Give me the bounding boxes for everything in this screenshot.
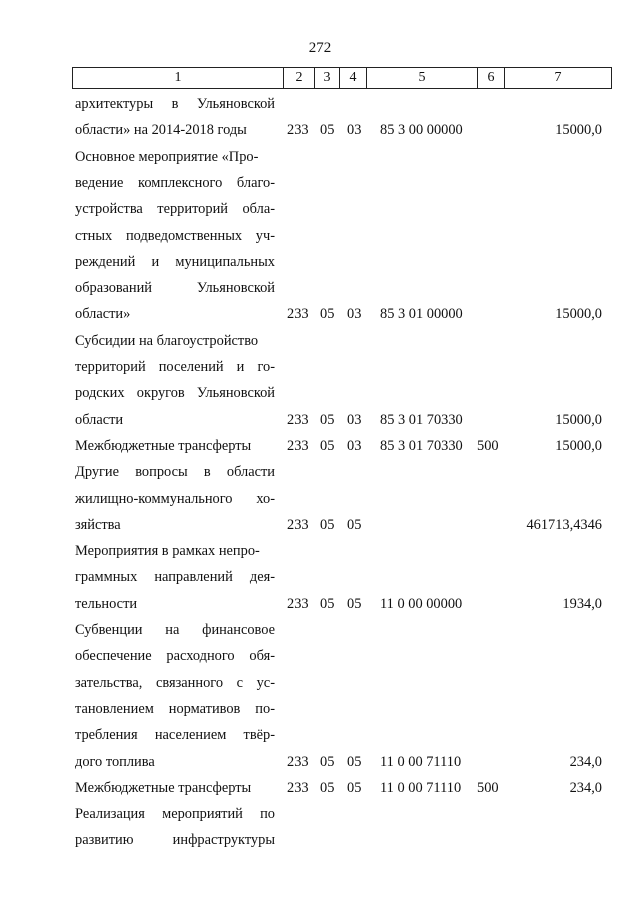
- row-label-line: устройства территорий обла-: [75, 201, 275, 218]
- amount: 15000,0: [555, 122, 602, 139]
- subchapter-code: 03: [347, 437, 362, 454]
- row-label-line: Субвенции на финансовое: [75, 622, 275, 638]
- row-label-line: Мероприятия в рамках непро-: [75, 543, 260, 560]
- column-header-5: 5: [367, 68, 478, 89]
- chapter-code: 05: [320, 437, 335, 454]
- section-code: 233: [287, 122, 309, 139]
- row-label-line: Межбюджетные трансферты: [75, 779, 252, 796]
- amount: 234,0: [569, 753, 602, 770]
- amount: 1934,0: [562, 595, 602, 612]
- target-article-code: 85 3 01 70330: [380, 437, 463, 454]
- row-label-line: области»: [75, 306, 131, 323]
- subchapter-code: 05: [347, 753, 362, 770]
- row-label-line: тановлением нормативов по-: [75, 700, 275, 717]
- row-label-line: зательства, связанного с ус-: [75, 674, 275, 691]
- subchapter-code: 05: [347, 516, 362, 533]
- subchapter-code: 05: [347, 779, 362, 796]
- column-header-1: 1: [73, 68, 284, 89]
- column-header-3: 3: [315, 68, 340, 89]
- page-number: 272: [308, 40, 332, 56]
- row-label-line: требления населением твёр-: [75, 727, 275, 744]
- chapter-code: 05: [320, 306, 335, 323]
- row-label-line: области» на 2014-2018 годы: [75, 122, 247, 139]
- amount: 15000,0: [555, 437, 602, 454]
- chapter-code: 05: [320, 595, 335, 612]
- chapter-code: 05: [320, 411, 335, 428]
- row-label-line: граммных направлений дея-: [75, 569, 275, 586]
- amount: 15000,0: [555, 306, 602, 323]
- row-label-line: образований Ульяновской: [75, 280, 275, 297]
- row-label-line: Субсидии на благоустройство: [75, 332, 259, 349]
- target-article-code: 85 3 01 70330: [380, 411, 463, 428]
- row-label-line: ведение комплексного благо-: [75, 174, 275, 191]
- row-label-line: Реализация мероприятий по: [75, 806, 275, 823]
- row-label-line: развитию инфраструктуры: [75, 832, 275, 849]
- subchapter-code: 03: [347, 122, 362, 139]
- section-code: 233: [287, 437, 309, 454]
- target-article-code: 85 3 01 00000: [380, 306, 463, 323]
- row-label-line: архитектуры в Ульяновской: [75, 96, 275, 112]
- row-label-line: территорий поселений и го-: [75, 359, 275, 375]
- section-code: 233: [287, 411, 309, 428]
- row-label-line: стных подведомственных уч-: [75, 227, 275, 244]
- section-code: 233: [287, 306, 309, 323]
- row-label-line: обеспечение расходного обя-: [75, 648, 275, 665]
- target-article-code: 11 0 00 71110: [380, 779, 462, 796]
- section-code: 233: [287, 516, 309, 533]
- chapter-code: 05: [320, 122, 335, 139]
- row-label-line: жилищно-коммунального хо-: [75, 490, 275, 507]
- column-header-2: 2: [284, 68, 315, 89]
- amount: 461713,4346: [526, 516, 602, 533]
- subchapter-code: 05: [347, 595, 362, 612]
- section-code: 233: [287, 753, 309, 770]
- target-article-code: 11 0 00 00000: [380, 595, 463, 612]
- row-label-line: реждений и муниципальных: [75, 253, 275, 270]
- row-label-line: дого топлива: [75, 753, 155, 770]
- row-label-line: Другие вопросы в области: [75, 464, 275, 481]
- row-label-line: зяйства: [75, 516, 121, 533]
- target-article-code: 85 3 00 00000: [380, 122, 463, 139]
- row-label-line: родских округов Ульяновской: [75, 385, 275, 402]
- chapter-code: 05: [320, 753, 335, 770]
- section-code: 233: [287, 779, 309, 796]
- row-label-line: тельности: [75, 595, 138, 612]
- target-article-code: 11 0 00 71110: [380, 753, 462, 770]
- row-label-line: Основное мероприятие «Про-: [75, 148, 259, 165]
- column-header-4: 4: [340, 68, 367, 89]
- chapter-code: 05: [320, 779, 335, 796]
- column-header-6: 6: [478, 68, 505, 89]
- subchapter-code: 03: [347, 306, 362, 323]
- column-header-7: 7: [505, 68, 612, 89]
- chapter-code: 05: [320, 516, 335, 533]
- row-label-line: Межбюджетные трансферты: [75, 437, 252, 454]
- expense-type-code: 500: [477, 437, 499, 454]
- amount: 15000,0: [555, 411, 602, 428]
- amount: 234,0: [569, 779, 602, 796]
- subchapter-code: 03: [347, 411, 362, 428]
- row-label-line: области: [75, 411, 124, 428]
- section-code: 233: [287, 595, 309, 612]
- expense-type-code: 500: [477, 779, 499, 796]
